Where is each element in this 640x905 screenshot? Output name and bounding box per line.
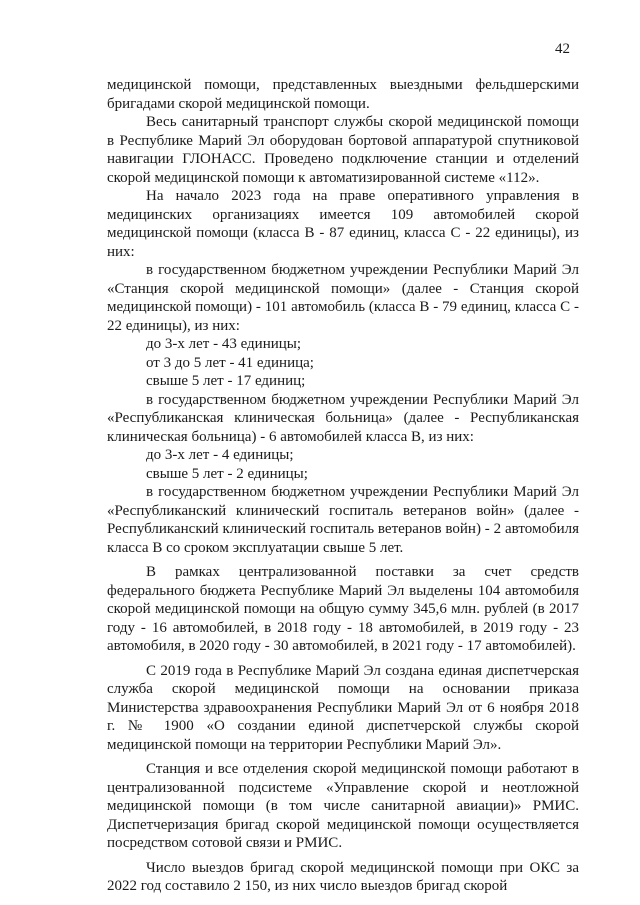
list-item: до 3-х лет - 4 единицы; [146,447,294,463]
paragraph: Число выездов бригад скорой медицинской помощи при ОКС за 2022 год составило 2 150, из них число выездов бригад скорой [107,859,579,894]
list-item: до 3-х лет - 43 единицы; [146,336,302,352]
paragraph: в государственном бюджетном учреждении Республики Марий Эл «Станция скорой медицинской помощи» (далее - Станция скорой медицинской помощи) - 101 автомобиль (класса В - 79 единиц, класса С - 22 единицы), из них: [107,262,579,334]
page-number: 42 [555,41,570,57]
paragraph: В рамках централизованной поставки за счет средств федерального бюджета Республике Марий Эл выделены 104 автомобиля скорой медицинской помощи на общую сумму 345,6 млн. рублей (в 2017 году - 16 автомобилей, в 2018 году - 18 автомобилей, в 2019 году - 23 автомобиля, в 2020 году - 30 автомобилей, в 2021 году - 17 автомобилей). [107,564,579,654]
paragraph: медицинской помощи, представленных выездными фельдшерскими бригадами скорой медицинской помощи. [107,77,579,112]
paragraph: С 2019 года в Республике Марий Эл создана единая диспетчерская служба скорой медицинской помощи на основании приказа Министерства здравоохранения Республики Марий Эл от 6 ноября 2018 г. № 1900 «О создании единой диспетчерской службы скорой медицинской помощи на территории Республики Марий Эл». [107,662,579,753]
paragraph: Станция и все отделения скорой медицинской помощи работают в централизованной подсистеме «Управление скорой и неотложной медицинской помощи (в том числе санитарной авиации)» РМИС. Диспетчеризация бригад скорой медицинской помощи осуществляется посредством сотовой связи и РМИС. [107,761,579,851]
paragraph: Весь санитарный транспорт службы скорой медицинской помощи в Республике Марий Эл оборудован бортовой аппаратурой спутниковой навигации ГЛОНАСС. Проведено подключение станции и отделений скорой медицинской помощи к автоматизированной системе «112». [107,114,579,186]
list-item: от 3 до 5 лет - 41 единица; [146,354,314,371]
list-item: свыше 5 лет - 2 единицы; [146,465,308,482]
document-body [107,76,579,896]
paragraph: в государственном бюджетном учреждении Республики Марий Эл «Республиканская клиническая больница» (далее - Республиканская клиническая больница) - 6 автомобилей класса В, из них: [107,391,579,445]
paragraph: На начало 2023 года на праве оперативного управления в медицинских организациях имеется 109 автомобилей скорой медицинской помощи (класса В - 87 единиц, класса С - 22 единицы), из них: [107,188,579,260]
list-item: свыше 5 лет - 17 единиц; [146,373,306,389]
paragraph: в государственном бюджетном учреждении Республики Марий Эл «Республиканский клинический госпиталь ветеранов войн» (далее - Республиканский клинический госпиталь ветеранов войн) - 2 автомобиля класса В со сроком эксплуатации свыше 5 лет. [107,484,579,556]
